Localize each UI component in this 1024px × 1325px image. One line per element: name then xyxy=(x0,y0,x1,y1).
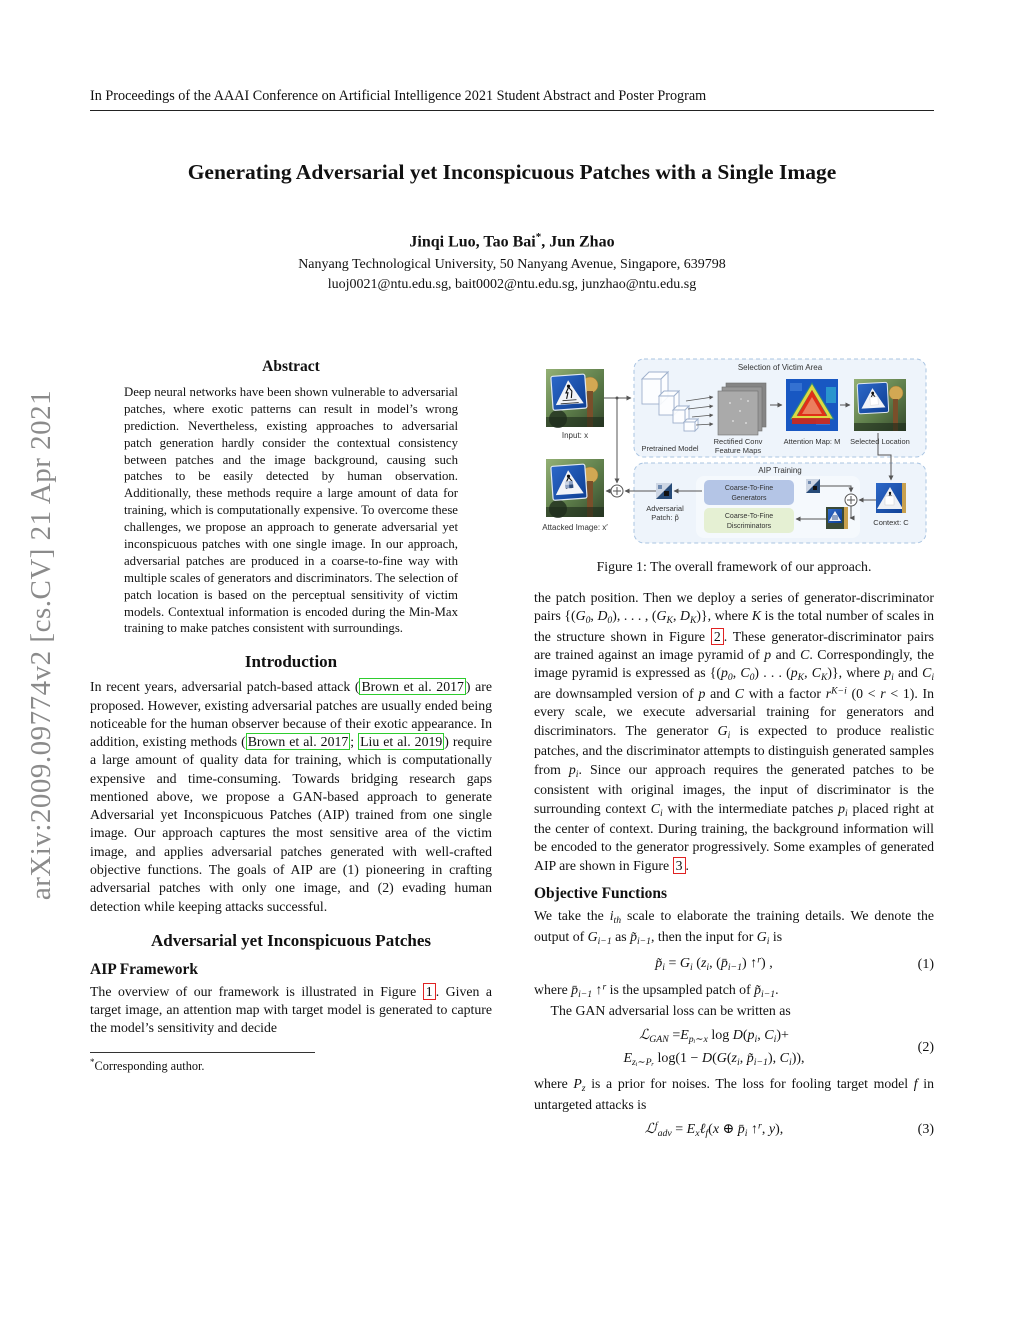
text-segment: ) are proposed. However, existing adversarial patches are usually ended being noticeable for the human observer because of their exotic appearance. In addition, existing methods ( xyxy=(90,679,492,750)
text-segment: ; xyxy=(350,734,359,750)
text-segment: i xyxy=(736,1056,740,1068)
text-segment: E xyxy=(623,1050,633,1066)
text-segment: i−1 xyxy=(636,935,651,947)
text-segment: K xyxy=(666,615,673,627)
text-segment: G xyxy=(756,928,767,944)
text-segment: G xyxy=(587,928,598,944)
text-segment: f xyxy=(654,1120,658,1132)
text-segment: p̄ xyxy=(720,956,728,972)
text-segment: z xyxy=(581,1083,586,1095)
text-segment: i xyxy=(773,1033,777,1045)
text-segment: . Correspondingly, the image pyramid is expressed as {( xyxy=(534,647,934,681)
text-segment: , xyxy=(672,608,680,624)
text-segment: ), . . . , ( xyxy=(612,608,657,624)
equation-2-body xyxy=(534,1025,894,1070)
text-segment: i xyxy=(727,729,731,741)
text-segment: z xyxy=(731,1050,737,1066)
text-segment: C xyxy=(764,1027,774,1043)
text-segment: = xyxy=(668,1027,681,1043)
text-segment: the patch position. Then we deploy a series of generator-discriminator pairs {( xyxy=(534,590,934,624)
text-segment: p xyxy=(568,761,576,777)
text-segment: i xyxy=(931,672,934,684)
text-segment: f xyxy=(913,1076,918,1092)
text-segment: ↑ xyxy=(747,1122,759,1138)
author-emails: luoj0021@ntu.edu.sg, bait0002@ntu.edu.sg, junzhao@ntu.edu.sg xyxy=(327,277,697,292)
text-segment: C xyxy=(800,647,810,663)
text-segment: C xyxy=(740,665,750,681)
corresponding-author-mark: * xyxy=(535,231,542,243)
text-segment: C xyxy=(779,1050,789,1066)
equation-2 xyxy=(534,1025,934,1070)
text-segment: p xyxy=(721,665,728,681)
text-segment: with a factor xyxy=(744,686,826,702)
citation-link[interactable]: Liu et al. 2019 xyxy=(360,734,443,750)
equation-1-number: (1) xyxy=(917,956,934,972)
text-segment: is expected to produce realistic patches, and the discriminator attempts to distinguish generated samples from xyxy=(534,722,934,777)
text-segment: , xyxy=(739,1050,747,1066)
text-segment: i xyxy=(706,962,710,974)
figure-ref-link[interactable]: 1 xyxy=(423,983,436,1000)
text-segment: ℒ xyxy=(644,1122,655,1138)
text-segment: i xyxy=(788,1056,792,1068)
text-segment: . Since our approach requires the generated patches to be consistent with original images, the input of discriminator is the surrounding context xyxy=(534,761,934,816)
text-segment: i xyxy=(845,807,848,819)
adversarial-patch-label-1: Adversarial xyxy=(646,504,684,513)
text-segment: where xyxy=(534,981,572,997)
text-segment: as xyxy=(611,928,631,944)
generators-label-1: Coarse-To-Fine xyxy=(724,485,774,492)
text-segment: ⊕ xyxy=(719,1122,738,1138)
text-segment: K xyxy=(751,608,762,624)
objective-paragraph-2 xyxy=(534,981,934,1002)
text-segment: 0 xyxy=(749,672,755,684)
text-segment: p̄ xyxy=(737,1122,745,1138)
text-segment: i xyxy=(660,807,663,819)
text-segment: i xyxy=(744,1128,748,1140)
text-segment: K xyxy=(797,672,805,684)
text-segment: with the intermediate patches xyxy=(662,800,839,816)
equation-1 xyxy=(534,953,934,976)
text-segment: are downsampled version of xyxy=(534,686,699,702)
text-segment: )+ xyxy=(776,1027,789,1043)
section-aip: Adversarial yet Inconspicuous Patches xyxy=(150,930,432,950)
feature-maps-label-2: Feature Maps xyxy=(714,446,762,455)
citation-link[interactable]: Brown et al. 2017 xyxy=(361,679,464,695)
text-segment: p̃ xyxy=(754,981,762,997)
text-segment: p xyxy=(884,665,892,681)
text-segment: p xyxy=(698,686,706,702)
text-segment: i xyxy=(891,672,894,684)
left-column xyxy=(90,358,492,1074)
text-segment: ), xyxy=(775,1122,784,1138)
text-segment: ( xyxy=(708,1122,713,1138)
feature-maps-icon xyxy=(718,383,766,435)
abstract-text: Deep neural networks have been shown vulnerable to adversarial patches, where exotic patterns can result in model’s wrong prediction. Nevertheless, existing approaches to adversarial patch generation hardly consider the contextual consistency between patches and the image background, causing such patches to be easily detected by human observation. Additionally, these methods require a large amount of data for training, which is computationally expensive. To overcome these challenges, we propose an approach to generate adversarial yet inconspicuous patches with one single image. In our approach, adversarial patches are produced in a coarse-to-fine way with multiple scales of generators and discriminators. The selection of patch location is based on the perceptual sensitivity of victim models. Contextual information is encoded during the Min-Max training to make patches consistent with surroundings. xyxy=(124,385,458,636)
text-segment: and xyxy=(771,647,801,663)
introduction-paragraph xyxy=(90,678,492,915)
text-segment: ( xyxy=(726,1050,732,1066)
text-segment: ) , xyxy=(761,956,773,972)
text-segment: p xyxy=(838,800,846,816)
selected-location-label: Selected Location xyxy=(850,437,910,446)
text-segment: G xyxy=(656,608,667,624)
text-segment: and xyxy=(893,665,923,681)
text-segment: ) ↑ xyxy=(742,956,758,972)
text-segment: GAN xyxy=(649,1033,669,1045)
text-segment: i xyxy=(609,908,614,924)
footnote xyxy=(90,1052,492,1074)
subsection-aip-framework: AIP Framework xyxy=(90,960,199,978)
text-segment: . xyxy=(775,981,779,997)
text-segment: = xyxy=(671,1122,687,1138)
text-segment: r xyxy=(757,954,762,966)
text-segment: . xyxy=(685,857,689,873)
text-segment: and xyxy=(705,686,735,702)
context-label: Context: C xyxy=(873,518,909,527)
text-segment: D xyxy=(701,1050,713,1066)
text-segment: y xyxy=(768,1122,776,1138)
text-segment: )}, where xyxy=(827,665,885,681)
text-segment: G xyxy=(716,1050,727,1066)
text-segment: p̃ xyxy=(746,1050,754,1066)
text-segment: x xyxy=(695,1128,700,1140)
text-segment: i−1 xyxy=(761,988,776,1000)
text-segment: i xyxy=(754,1033,758,1045)
text-segment: K xyxy=(820,672,828,684)
objective-paragraph-4 xyxy=(534,1075,934,1114)
equation-1-body xyxy=(534,953,894,976)
footnote-mark: * xyxy=(90,1056,95,1067)
text-segment: ( xyxy=(712,1050,717,1066)
text-segment: K−i xyxy=(831,685,847,697)
attention-map-icon xyxy=(786,379,838,431)
text-segment: is xyxy=(769,928,783,944)
text-segment: p xyxy=(790,665,798,681)
text-segment: , ( xyxy=(709,956,721,972)
text-segment: where xyxy=(534,1076,574,1092)
text-segment: log xyxy=(707,1027,733,1043)
text-segment: is the total number of scales in the structure shown in Figure xyxy=(534,608,934,644)
subsection-objective-functions: Objective Functions xyxy=(534,885,668,903)
selection-box-title: Selection of Victim Area xyxy=(737,363,823,372)
text-segment: r xyxy=(880,686,886,702)
text-segment: ) require a large amount of quality data for training, which is computationally expensive and time-consuming. Towards bridging research gaps mentioned above, we propose a GAN-based approach to generate Adversarial yet Inconspicuous Patches (AIP) trained from one single image. Our approach captures the most sensitive area of the victim image, and applies adversarial patches generated with well-crafted objective functions. The goals of AIP are (1) pioneering in crafting adversarial patches with only one image, and (2) evading human detection while keeping attacks successful. xyxy=(90,734,492,914)
text-segment: log(1 − xyxy=(653,1050,702,1066)
text-segment: r xyxy=(602,981,607,993)
text-segment: i xyxy=(575,768,579,780)
footnote-rule xyxy=(90,1052,315,1053)
text-segment: i−1 xyxy=(727,962,743,974)
footnote-text: Corresponding author. xyxy=(94,1058,205,1073)
text-segment: f xyxy=(705,1128,709,1140)
text-segment: p̃ xyxy=(655,956,663,972)
patch-in-context-icon xyxy=(826,507,848,529)
authors-pre: Jinqi Luo, Tao Bai xyxy=(409,233,536,251)
text-segment: The GAN adversarial loss can be written as xyxy=(550,1002,791,1018)
text-segment: is the upsampled patch of xyxy=(606,981,755,997)
text-segment: . Given a target image, an attention map with target model is generated to capture the model’s sensitivity and decide xyxy=(90,983,492,1036)
text-segment: In recent years, adversarial patch-based attack ( xyxy=(90,679,360,695)
input-image-label: Input: x xyxy=(561,431,589,440)
text-segment: p xyxy=(764,647,772,663)
equation-2-line-1 xyxy=(534,1025,894,1048)
text-segment: D xyxy=(679,608,690,624)
text-segment: C xyxy=(734,686,744,702)
text-segment: placed right at the center of context. During training, the background information will be encoded to the generator progressively. Some examples of generated AIP are shown in Figure xyxy=(534,800,934,873)
text-segment: G xyxy=(679,956,691,972)
figure-ref-link[interactable]: 2 xyxy=(711,628,724,645)
text-segment: ℓ xyxy=(699,1122,706,1138)
text-segment: D xyxy=(597,608,608,624)
generated-patch-icon xyxy=(806,479,820,493)
equation-2-line-2 xyxy=(534,1048,894,1071)
text-segment: x xyxy=(712,1122,720,1138)
text-segment: We take the xyxy=(534,908,610,924)
arxiv-watermark: arXiv:2009.09774v2 [cs.CV] 21 Apr 2021 xyxy=(25,389,57,901)
text-segment: , xyxy=(761,1122,769,1138)
text-segment: i−1 xyxy=(597,935,612,947)
figure-1 xyxy=(534,355,934,547)
text-segment: C xyxy=(811,665,821,681)
attacked-image-label: Attacked Image: x′ xyxy=(542,523,608,532)
adversarial-patch-icon xyxy=(656,483,672,499)
text-segment: ) . . . ( xyxy=(754,665,791,681)
authors-post: , Jun Zhao xyxy=(541,233,615,251)
feature-maps-label-1: Rectified Conv xyxy=(713,437,763,446)
discriminators-label-1: Coarse-To-Fine xyxy=(724,513,774,520)
text-segment: , then the input for xyxy=(651,928,757,944)
method-paragraph xyxy=(534,589,934,875)
text-segment: r xyxy=(758,1120,762,1132)
text-segment: ), xyxy=(767,1050,780,1066)
combine-op-icon xyxy=(845,494,857,506)
apply-patch-op-icon xyxy=(611,485,623,497)
selected-location-icon xyxy=(854,379,906,431)
discriminators-label-2: Discriminators xyxy=(726,523,772,530)
generators-label-2: Generators xyxy=(731,495,767,502)
header-rule xyxy=(90,110,934,111)
text-segment: . These generator-discriminator pairs are trained against an image pyramid of xyxy=(534,628,934,663)
text-segment: ℒ xyxy=(639,1027,650,1043)
authors-line xyxy=(0,231,1024,251)
aip-training-title: AIP Training xyxy=(758,466,802,475)
text-segment: , xyxy=(732,665,741,681)
figure-ref-link[interactable]: 3 xyxy=(673,857,686,874)
text-segment: th xyxy=(613,914,622,926)
text-segment: = xyxy=(665,956,680,972)
text-segment: , xyxy=(757,1027,765,1043)
text-segment: ( xyxy=(742,1027,748,1043)
text-segment: , xyxy=(804,665,812,681)
attacked-image-icon xyxy=(546,459,604,518)
text-segment: is a prior for noises. The loss for fooling target model xyxy=(585,1076,914,1092)
text-segment: The overview of our framework is illustrated in Figure xyxy=(90,983,423,999)
text-segment: p̃ xyxy=(630,928,637,944)
text-segment: ↑ xyxy=(592,981,603,997)
text-segment: p xyxy=(747,1027,755,1043)
text-segment: i xyxy=(690,962,693,974)
text-segment: C xyxy=(922,665,932,681)
text-segment: G xyxy=(717,722,728,738)
text-segment: G xyxy=(575,608,586,624)
text-segment: E xyxy=(686,1122,696,1138)
input-image-icon xyxy=(546,369,604,428)
text-segment: < 1). In every scale, we execute adversarial training for generators and discriminators. The generator xyxy=(534,686,934,738)
text-segment: ( xyxy=(692,956,701,972)
affiliation: Nanyang Technological University, 50 Nanyang Avenue, Singapore, 639798 xyxy=(298,257,726,272)
citation-link[interactable]: Brown et al. 2017 xyxy=(247,734,349,750)
context-image-icon xyxy=(876,483,906,513)
equation-3 xyxy=(534,1119,934,1142)
text-segment: r xyxy=(825,686,832,702)
abstract-heading: Abstract xyxy=(262,358,320,375)
text-segment: in untargeted attacks is xyxy=(534,1076,935,1112)
text-segment: D xyxy=(732,1027,743,1043)
text-segment: adv xyxy=(657,1128,672,1140)
text-segment: , xyxy=(590,608,598,624)
text-segment: 0 xyxy=(607,615,613,627)
equation-2-number: (2) xyxy=(917,1039,934,1055)
section-introduction: Introduction xyxy=(244,652,338,672)
paper-title: Generating Adversarial yet Inconspicuous Patches with a Single Image xyxy=(187,160,837,184)
equation-3-number: (3) xyxy=(917,1122,934,1138)
text-segment: pᵢ∼x xyxy=(688,1033,708,1045)
proceedings-header: In Proceedings of the AAAI Conference on Artificial Intelligence 2021 Student Abstract and Poster Program xyxy=(90,88,707,104)
text-segment: )}, where xyxy=(696,608,752,624)
pretrained-model-label: Pretrained Model xyxy=(641,444,699,453)
text-segment: (0 < xyxy=(846,686,881,702)
text-segment: p̄ xyxy=(571,981,579,997)
attention-map-label: Attention Map: M xyxy=(783,437,841,446)
text-segment: i xyxy=(662,962,666,974)
text-segment: zᵢ∼Pᵣ xyxy=(632,1056,654,1068)
right-column xyxy=(534,355,934,1147)
text-segment: i−1 xyxy=(578,988,593,1000)
equation-3-body xyxy=(534,1119,894,1142)
aip-framework-paragraph xyxy=(90,983,492,1038)
text-segment: )), xyxy=(791,1050,805,1066)
text-segment: P xyxy=(573,1076,582,1092)
figure-1-caption: Figure 1: The overall framework of our approach. xyxy=(596,559,872,574)
text-segment: 0 xyxy=(727,672,733,684)
text-segment: E xyxy=(680,1027,689,1043)
text-segment: 0 xyxy=(585,615,591,627)
text-segment: C xyxy=(650,800,660,816)
adversarial-patch-label-2: Patch: p̃ xyxy=(651,513,679,522)
text-segment: scale to elaborate the training details. We denote the output of xyxy=(534,908,934,944)
text-segment: i xyxy=(766,935,770,947)
text-segment: z xyxy=(700,956,707,972)
text-segment: i−1 xyxy=(753,1056,768,1068)
text-segment: K xyxy=(689,615,697,627)
framework-diagram xyxy=(534,355,934,547)
objective-paragraph-1 xyxy=(534,907,934,948)
objective-paragraph-3 xyxy=(534,1002,934,1020)
